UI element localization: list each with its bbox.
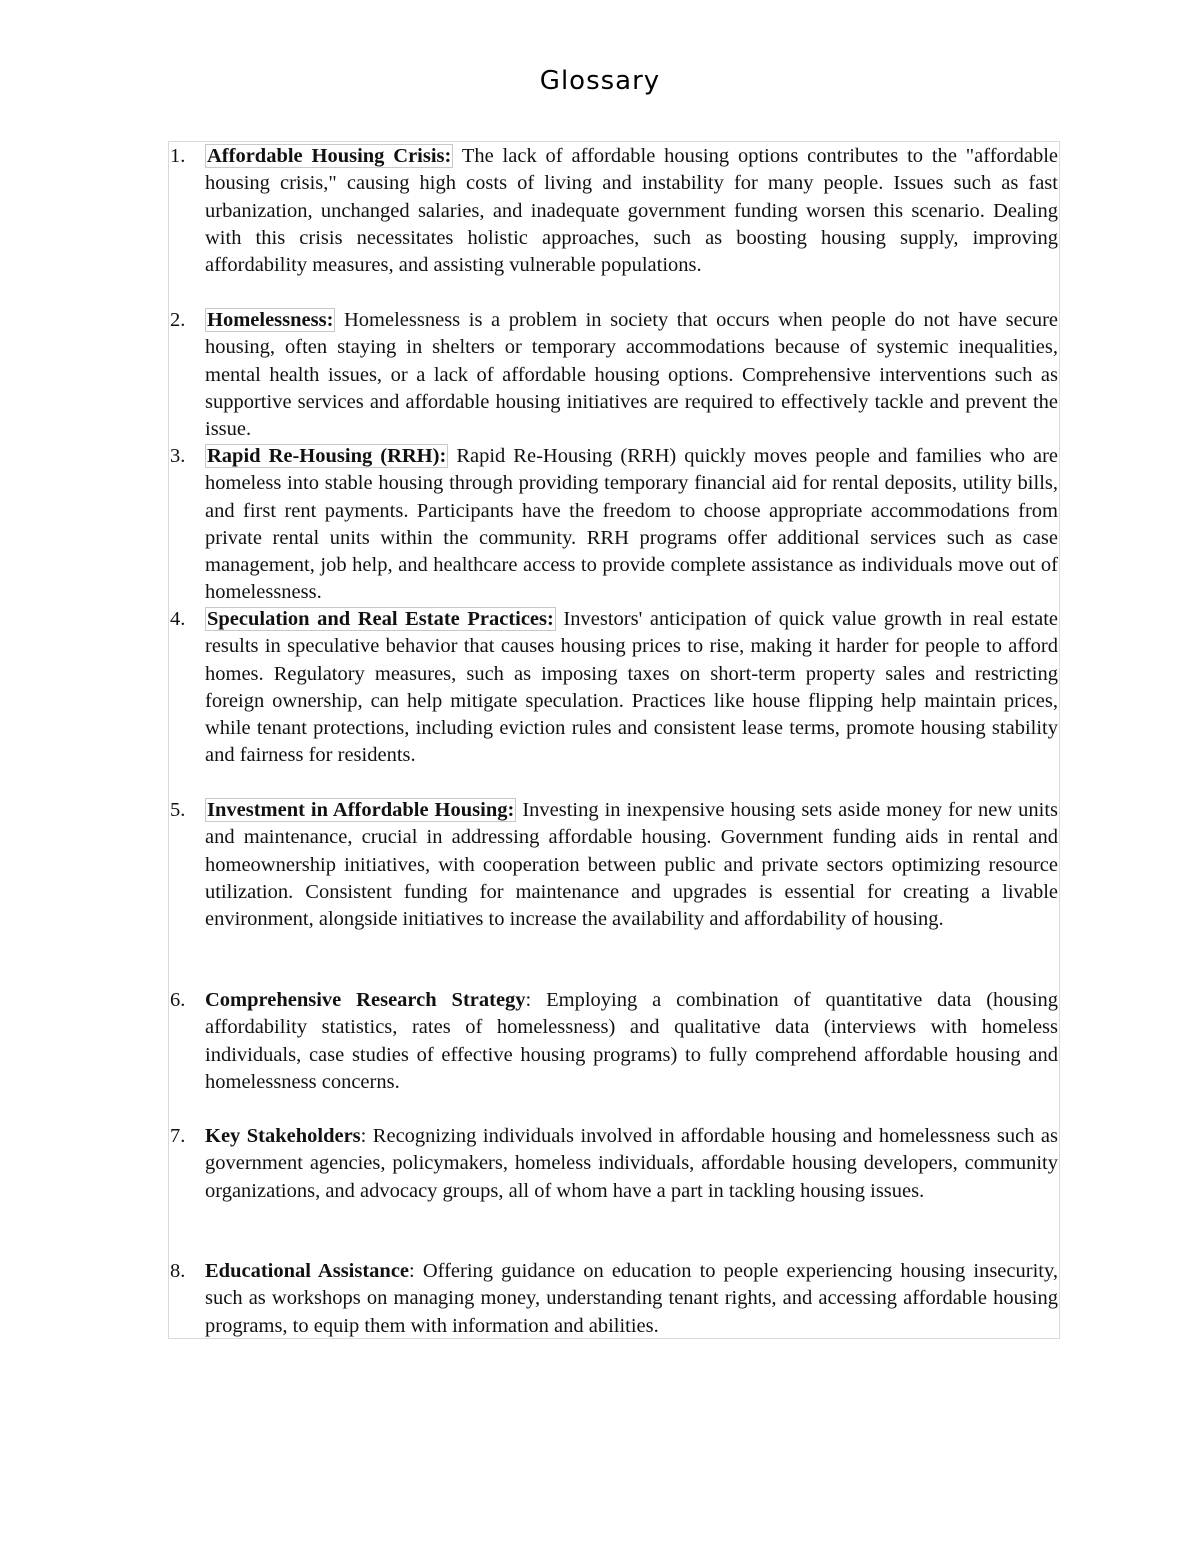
item-definition: Investing in inexpensive housing sets aside money for new units and maintenance, crucial in addressing affordable housing. Government funding aids in rental and homeownership initiatives, with cooperation between public and private sectors optimizing resource utilization. Consistent funding for maintenance and upgrades is essential for creating a livable environment, alongside initiatives to increase the availability and affordability of housing. (205, 799, 1058, 931)
item-body (205, 143, 1058, 279)
item-definition: The lack of affordable housing options contributes to the "affordable housing crisis," causing high costs of living and instability for many people. Issues such as fast urbanization, unchanged salaries, and inadequate government funding worsen this scenario. Dealing with this crisis necessitates holistic approaches, such as boosting housing supply, improving affordability measures, and assisting vulnerable populations. (205, 145, 1058, 277)
item-term: Educational Assistance (205, 1260, 410, 1282)
item-body (205, 307, 1058, 443)
item-definition: Investors' anticipation of quick value growth in real estate results in speculative behavior that causes housing prices to rise, making it harder for people to afford homes. Regulatory measures, such as imposing taxes on short-term property sales and restricting foreign ownership, can help mitigate speculation. Practices like house flipping help maintain prices, while tenant protections, including eviction rules and consistent lease terms, promote housing stability and fairness for residents. (205, 608, 1058, 767)
item-number: 2. (170, 309, 186, 331)
item-number: 5. (170, 799, 186, 821)
item-term: Affordable Housing Crisis: (207, 145, 452, 167)
item-definition: Rapid Re-Housing (RRH) quickly moves people and families who are homeless into stable housing through providing temporary financial aid for rental deposits, utility bills, and first rent payments. Participants have the freedom to choose appropriate accommodations from private rental units within the community. RRH programs offer additional services such as case management, job help, and healthcare access to provide complete assistance as individuals move out of homelessness. (205, 445, 1058, 604)
item-body (205, 606, 1058, 770)
item-number: 1. (170, 145, 186, 167)
item-term: Rapid Re-Housing (RRH): (207, 445, 447, 467)
item-body (205, 987, 1058, 1096)
item-term: Homelessness: (207, 309, 334, 331)
item-number: 7. (170, 1125, 186, 1147)
item-term: Key Stakeholders (205, 1125, 361, 1147)
item-definition: Homelessness is a problem in society that occurs when people do not have secure housing, often staying in shelters or temporary accommodations because of systemic inequalities, mental health issues, or a lack of affordable housing options. Comprehensive interventions such as supportive services and affordable housing initiatives are required to effectively tackle and prevent the issue. (205, 309, 1058, 441)
item-number: 4. (170, 608, 186, 630)
item-definition: : Employing a combination of quantitative data (housing affordability statistics, rates of homelessness) and qualitative data (interviews with homeless individuals, case studies of effective housing programs) to fully comprehend affordable housing and homelessness concerns. (205, 989, 1058, 1093)
item-body (205, 1123, 1058, 1205)
item-term: Investment in Affordable Housing: (207, 799, 515, 821)
item-definition: : Offering guidance on education to people experiencing housing insecurity, such as workshops on managing money, understanding tenant rights, and accessing affordable housing programs, to equip them with information and abilities. (205, 1260, 1059, 1337)
item-body (205, 1258, 1058, 1340)
item-number: 8. (170, 1260, 186, 1282)
item-body (205, 443, 1058, 607)
item-number: 3. (170, 445, 186, 467)
item-number: 6. (170, 989, 186, 1011)
item-definition: : Recognizing individuals involved in affordable housing and homelessness such as government agencies, policymakers, homeless individuals, affordable housing developers, community organizations, and advocacy groups, all of whom have a part in tackling housing issues. (205, 1125, 1058, 1202)
item-term: Comprehensive Research Strategy (205, 989, 526, 1011)
item-body (205, 797, 1058, 933)
item-term: Speculation and Real Estate Practices: (207, 608, 554, 630)
page-title: Glossary (539, 66, 661, 96)
